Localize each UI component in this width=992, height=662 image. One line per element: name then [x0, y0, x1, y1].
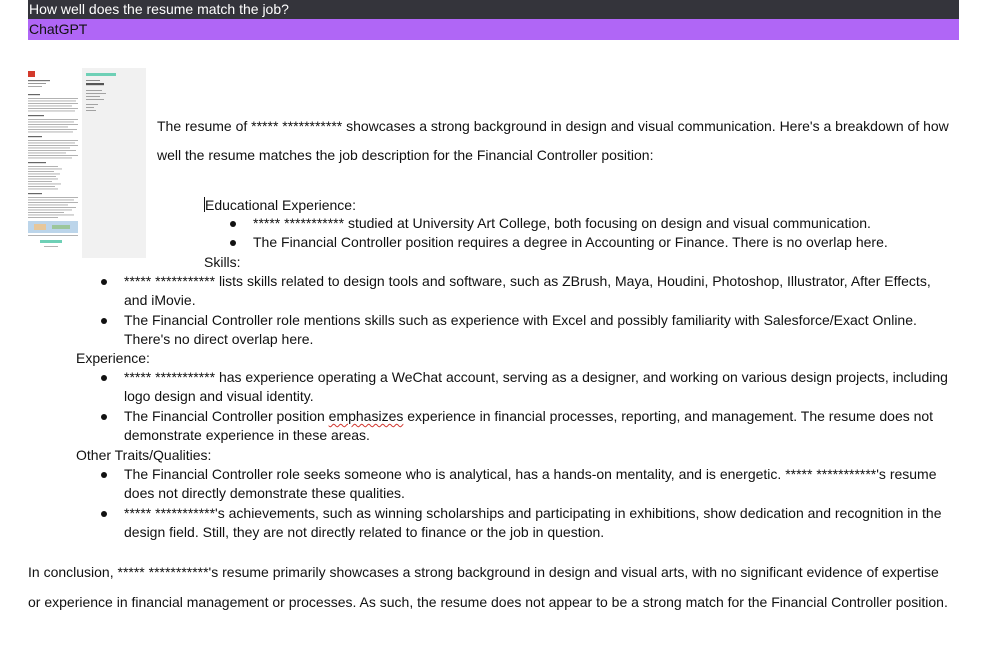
conclusion-line-1: In conclusion, ***** ***********'s resume primarily showcases a strong background in design and visual arts, with no significant evidence of expertise: [28, 564, 939, 580]
bullet-marker: [230, 240, 236, 246]
bullet-marker: [101, 472, 107, 478]
experience-bullet-2-line-2: demonstrate experience in these areas.: [124, 427, 370, 443]
experience-bullet-2-text-b: experience in financial processes, reporting, and management. The resume does not: [403, 408, 934, 424]
skills-bullet-2-line-1: The Financial Controller role mentions skills such as experience with Excel and possibly familiarity with Salesforce/Exact Online.: [124, 312, 917, 328]
experience-bullet-2-line-1: [124, 407, 933, 426]
question-bar: [28, 0, 959, 19]
bullet-marker: [101, 414, 107, 420]
bullet-marker: [101, 318, 107, 324]
skills-bullet-1-line-1: ***** *********** lists skills related to design tools and software, such as ZBrush, Maya, Houdini, Photoshop, Illustrator, After Effects,: [124, 273, 931, 289]
source-bar: [28, 19, 959, 40]
education-heading-text: Educational Experience:: [205, 197, 356, 213]
source-label: ChatGPT: [29, 21, 88, 37]
bullet-marker: [101, 375, 107, 381]
experience-bullet-1-line-2: logo design and visual identity.: [124, 388, 314, 404]
experience-bullet-2-text-a: The Financial Controller position: [124, 408, 329, 424]
skills-bullet-1-line-2: and iMovie.: [124, 292, 196, 308]
traits-bullet-2-line-1: ***** ***********'s achievements, such as winning scholarships and participating in exhibitions, show dedication and recognition in the: [124, 505, 942, 521]
traits-bullet-2-line-2: design field. Still, they are not directly related to finance or the job in question.: [124, 524, 605, 540]
skills-heading: Skills:: [204, 254, 241, 270]
bullet-marker: [230, 221, 236, 227]
traits-heading: Other Traits/Qualities:: [76, 447, 212, 463]
traits-bullet-1-line-1: The Financial Controller role seeks someone who is analytical, has a hands-on mentality, and is energetic. ***** ***********'s resume: [124, 466, 937, 482]
intro-line-1: The resume of ***** *********** showcases a strong background in design and visual communication. Here's a breakdown of how: [157, 118, 949, 134]
experience-heading: Experience:: [76, 350, 150, 366]
bullet-marker: [101, 511, 107, 517]
resume-thumbnail[interactable]: [26, 68, 146, 258]
education-bullet-2: The Financial Controller position requires a degree in Accounting or Finance. There is no overlap here.: [253, 234, 888, 250]
education-bullet-1: ***** *********** studied at University Art College, both focusing on design and visual communication.: [253, 215, 871, 231]
question-text: How well does the resume match the job?: [29, 1, 289, 17]
bullet-marker: [101, 279, 107, 285]
experience-bullet-1-line-1: ***** *********** has experience operating a WeChat account, serving as a designer, and working on various design projects, including: [124, 369, 948, 385]
traits-bullet-1-line-2: does not directly demonstrate these qualities.: [124, 485, 405, 501]
resume-preview-image: [26, 68, 146, 258]
conclusion-line-2: or experience in financial management or processes. As such, the resume does not appear to be a strong match for the Financial Controller position.: [28, 594, 948, 610]
intro-line-2: well the resume matches the job description for the Financial Controller position:: [157, 147, 654, 163]
skills-bullet-2-line-2: There's no direct overlap here.: [124, 331, 314, 347]
education-heading: [204, 196, 356, 215]
spellcheck-flagged-word[interactable]: emphasizes: [328, 408, 404, 424]
